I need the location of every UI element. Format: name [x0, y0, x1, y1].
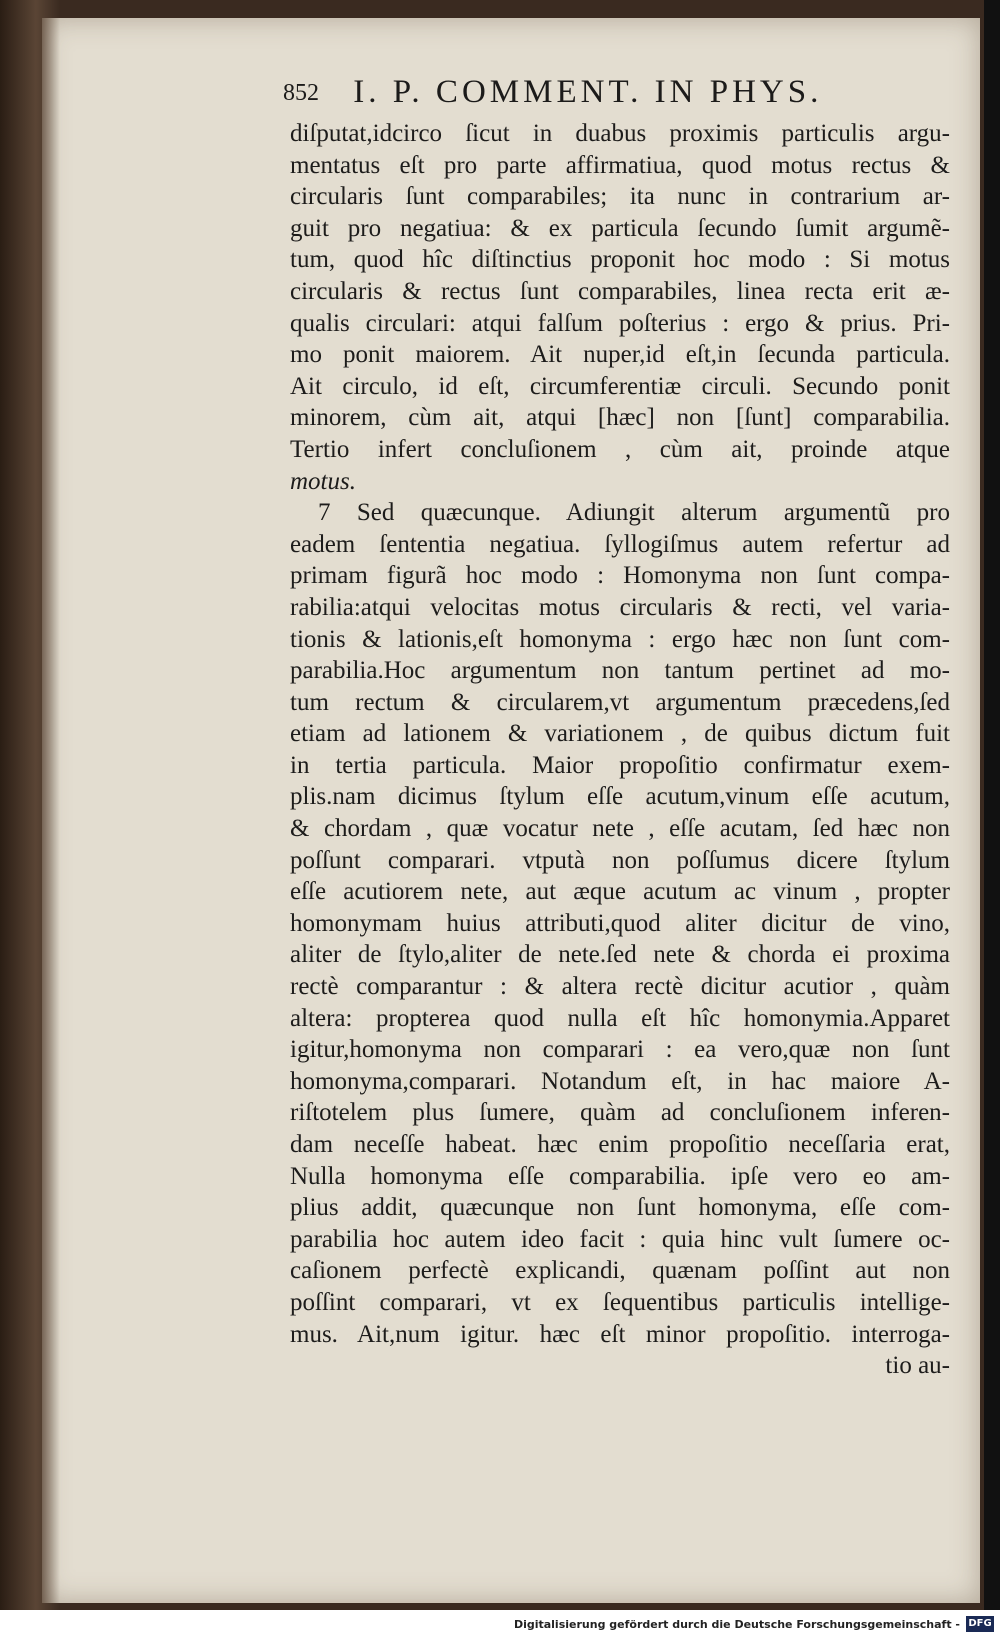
page-edge [984, 0, 1000, 1610]
text-line: mentatus eſt pro parte affirmatiua, quod motus rectus & [290, 151, 950, 179]
text-line: tum, quod hîc diſtinctius proponit hoc modo : Si motus [290, 246, 950, 274]
text-line: rectè comparantur : & altera rectè dicitur acutior , quàm [290, 973, 950, 1001]
text-line: circularis & rectus ſunt comparabiles, linea recta erit æ- [290, 277, 950, 305]
funding-note: Digitalisierung gefördert durch die Deutsche Forschungsgemeinschaft - [513, 1618, 960, 1631]
text-line: homonyma,comparari. Notandum eſt, in hac maiore A- [290, 1067, 950, 1095]
text-line: eadem ſententia negatiua. ſyllogiſmus autem refertur ad [290, 530, 950, 558]
text-line: minorem, cùm ait, atqui [hæc] non [ſunt] comparabilia. [290, 404, 950, 432]
text-line: riſtotelem plus ſumere, quàm ad concluſionem inferen- [290, 1099, 950, 1127]
text-line: eſſe acutiorem nete, aut æque acutum ac vinum , propter [290, 878, 950, 906]
text-line: & chordam , quæ vocatur nete , eſſe acutam, ſed hæc non [290, 815, 950, 843]
text-line: poſſunt comparari. vtputà non poſſumus dicere ſtylum [290, 846, 950, 874]
commentary-text [290, 118, 950, 1382]
text-line: tionis & lationis,eſt homonyma : ergo hæc non ſunt com- [290, 625, 950, 653]
text-line: mus. Ait,num igitur. hæc eſt minor propoſitio. interroga- [290, 1320, 950, 1348]
catchword: tio au- [885, 1352, 950, 1380]
text-line: mo ponit maiorem. Ait nuper,id eſt,in ſecunda particula. [290, 341, 950, 369]
text-line: diſputat,idcirco ſicut in duabus proximis particulis argu- [290, 120, 950, 147]
text-line: Ait circulo, id eſt, circumferentiæ circuli. Secundo ponit [290, 372, 950, 400]
footer-bar [0, 1612, 1000, 1638]
text-line: Tertio infert concluſionem , cùm ait, proinde atque [290, 435, 950, 463]
text-line: igitur,homonyma non comparari : ea vero,quæ non ſunt [290, 1036, 950, 1064]
text-line: circularis ſunt comparabiles; ita nunc in contrarium ar- [290, 183, 950, 211]
text-line: dam neceſſe habeat. hæc enim propoſitio neceſſaria erat, [290, 1131, 950, 1158]
gutter-shadow [0, 0, 60, 1610]
text-line: etiam ad lationem & variationem , de quibus dictum fuit [290, 720, 950, 748]
running-title: I. P. COMMENT. IN PHYS. [353, 74, 823, 110]
text-line: plis.nam dicimus ſtylum eſſe acutum,vinum eſſe acutum, [290, 783, 950, 811]
page-number: 852 [283, 80, 319, 106]
text-line: qualis circulari: atqui falſum poſterius : ergo & prius. Pri- [290, 309, 950, 337]
text-line: in tertia particula. Maior propoſitio confirmatur exem- [290, 751, 950, 779]
dfg-logo: DFG [966, 1616, 994, 1632]
text-line: primam figurã hoc modo : Homonyma non ſunt compa- [290, 562, 950, 590]
running-header [283, 74, 883, 118]
text-line: aliter de ſtylo,aliter de nete.ſed nete & chorda ei proxima [290, 941, 950, 969]
text-line: rabilia:atqui velocitas motus circularis & recti, vel varia- [290, 593, 950, 621]
text-line: caſionem perfectè explicandi, quænam poſſint aut non [290, 1257, 950, 1285]
text-line: guit pro negatiua: & ex particula ſecundo ſumit argumẽ- [290, 214, 950, 242]
text-line: homonymam huius attributi,quod aliter dicitur de vino, [290, 909, 950, 937]
text-line: plius addit, quæcunque non ſunt homonyma, eſſe com- [290, 1194, 950, 1222]
text-line: parabilia.Hoc argumentum non tantum pertinet ad mo- [290, 657, 950, 685]
text-line: motus. [290, 467, 356, 495]
text-line: poſſint comparari, vt ex ſequentibus particulis intellige- [290, 1288, 950, 1316]
text-line: Nulla homonyma eſſe comparabilia. ipſe vero eo am- [290, 1162, 950, 1190]
text-line: 7 Sed quæcunque. Adiungit alterum argumentũ pro [318, 499, 950, 527]
text-line: tum rectum & circularem,vt argumentum præcedens,ſed [290, 688, 950, 716]
text-line: altera: propterea quod nulla eſt hîc homonymia.Apparet [290, 1004, 950, 1032]
text-line: parabilia hoc autem ideo facit : quia hinc vult ſumere oc- [290, 1225, 950, 1253]
